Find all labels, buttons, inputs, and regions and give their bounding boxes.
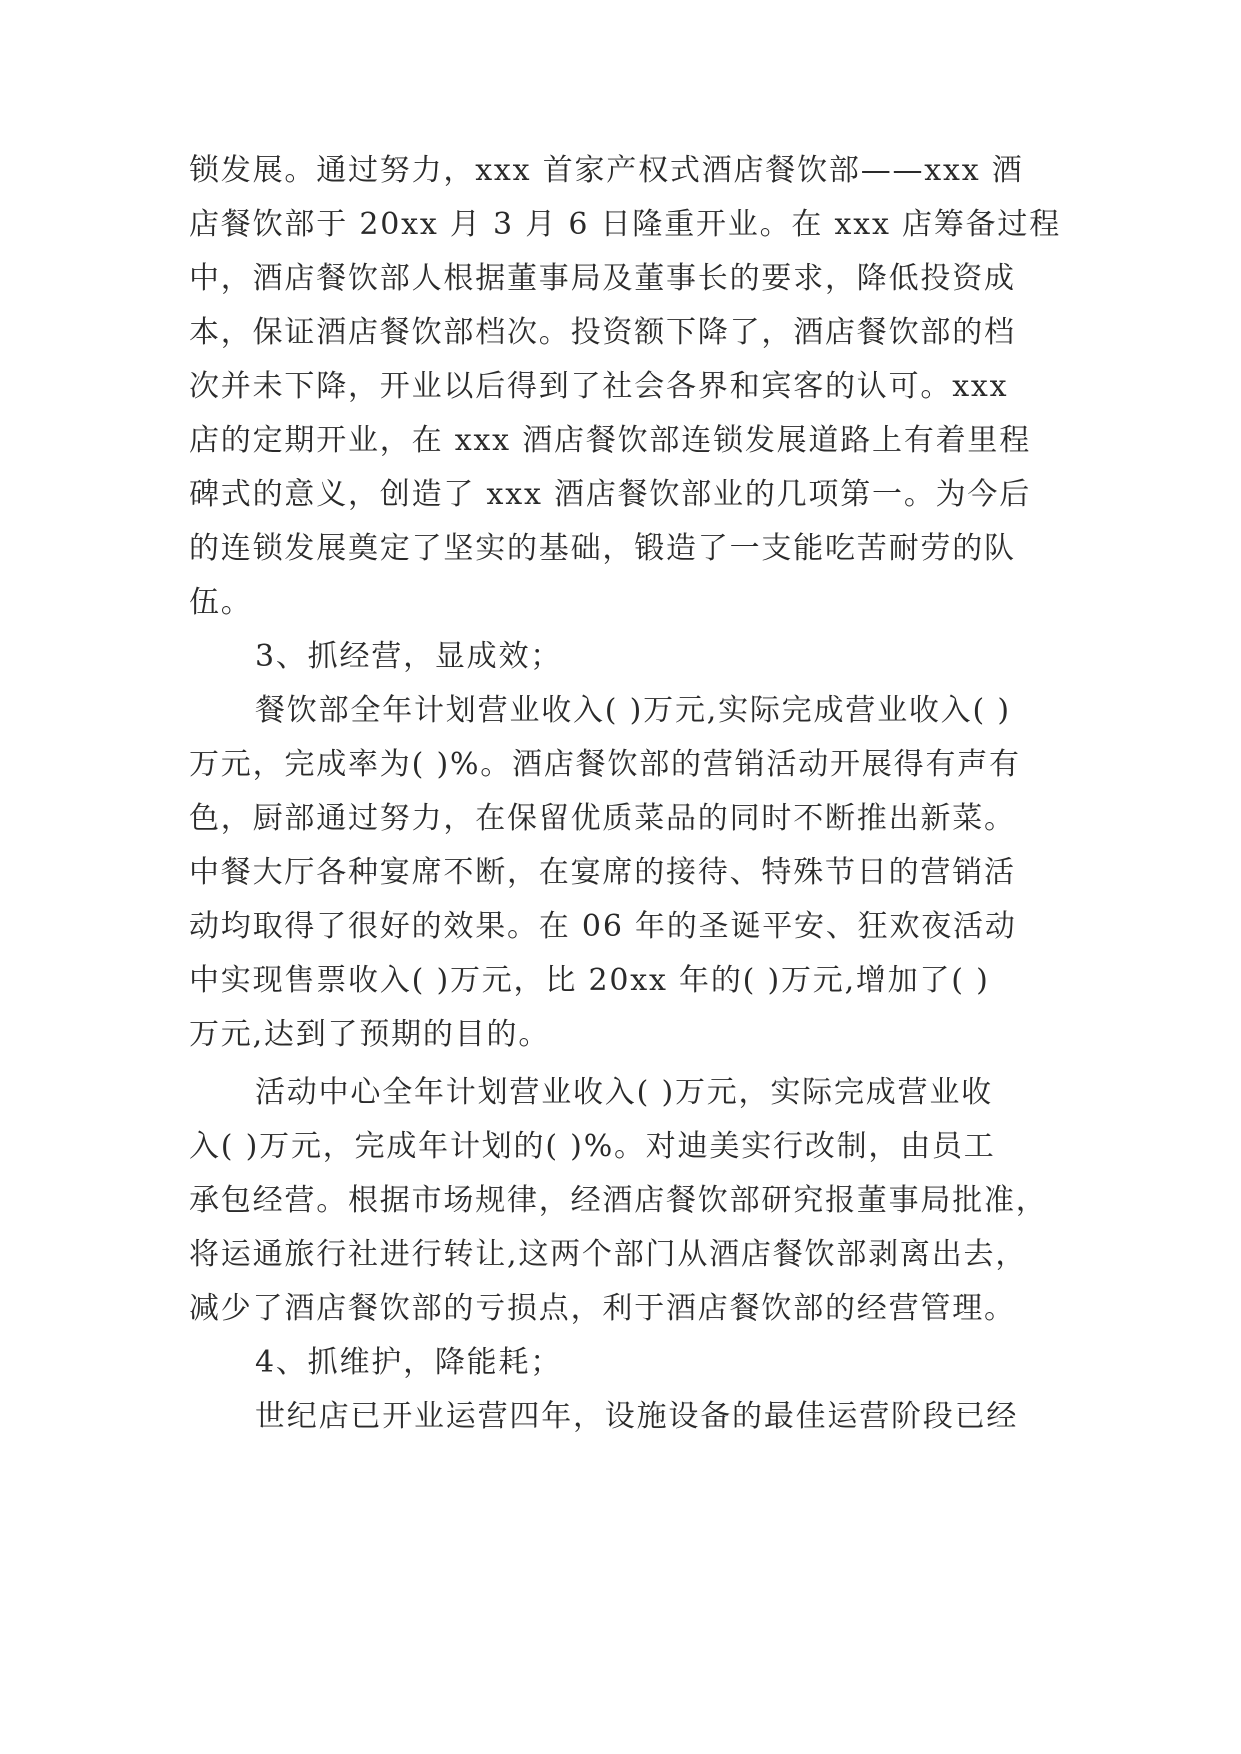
text-line-24: 世纪店已开业运营四年，设施设备的最佳运营阶段已经 bbox=[255, 1399, 1019, 1434]
section-heading-4: 4、抓维护，降能耗； bbox=[255, 1345, 563, 1380]
text-line-16: 中实现售票收入( )万元，比 20xx 年的( )万元,增加了( ) bbox=[189, 963, 990, 998]
text-line-9: 伍。 bbox=[189, 585, 253, 620]
text-line-20: 承包经营。根据市场规律，经酒店餐饮部研究报董事局批准， bbox=[189, 1183, 1048, 1218]
section-heading-3: 3、抓经营，显成效； bbox=[255, 639, 563, 674]
text-line-12: 万元，完成率为( )%。酒店餐饮部的营销活动开展得有声有 bbox=[189, 747, 1021, 782]
text-line-5: 次并未下降，开业以后得到了社会各界和宾客的认可。xxx bbox=[189, 369, 1009, 404]
text-line-18: 活动中心全年计划营业收入( )万元，实际完成营业收 bbox=[255, 1075, 993, 1110]
text-line-15: 动均取得了很好的效果。在 06 年的圣诞平安、狂欢夜活动 bbox=[189, 909, 1017, 944]
text-line-19: 入( )万元，完成年计划的( )%。对迪美实行改制，由员工 bbox=[189, 1129, 996, 1164]
text-line-14: 中餐大厅各种宴席不断，在宴席的接待、特殊节日的营销活 bbox=[189, 855, 1016, 890]
text-line-13: 色，厨部通过努力，在保留优质菜品的同时不断推出新菜。 bbox=[189, 801, 1016, 836]
text-line-1: 锁发展。通过努力，xxx 首家产权式酒店餐饮部——xxx 酒 bbox=[189, 153, 1024, 188]
text-line-6: 店的定期开业，在 xxx 酒店餐饮部连锁发展道路上有着里程 bbox=[189, 423, 1032, 458]
text-line-8: 的连锁发展奠定了坚实的基础，锻造了一支能吃苦耐劳的队 bbox=[189, 531, 1016, 566]
text-line-7: 碑式的意义，创造了 xxx 酒店餐饮部业的几项第一。为今后 bbox=[189, 477, 1032, 512]
text-line-22: 减少了酒店餐饮部的亏损点，利于酒店餐饮部的经营管理。 bbox=[189, 1291, 1016, 1326]
text-line-4: 本，保证酒店餐饮部档次。投资额下降了，酒店餐饮部的档 bbox=[189, 315, 1016, 350]
text-line-3: 中，酒店餐饮部人根据董事局及董事长的要求，降低投资成 bbox=[189, 261, 1016, 296]
text-line-2: 店餐饮部于 20xx 月 3 月 6 日隆重开业。在 xxx 店筹备过程 bbox=[189, 207, 1062, 242]
text-line-21: 将运通旅行社进行转让,这两个部门从酒店餐饮部剥离出去， bbox=[189, 1237, 1028, 1272]
text-line-17: 万元,达到了预期的目的。 bbox=[189, 1017, 551, 1052]
text-line-11: 餐饮部全年计划营业收入( )万元,实际完成营业收入( ) bbox=[255, 693, 1011, 728]
